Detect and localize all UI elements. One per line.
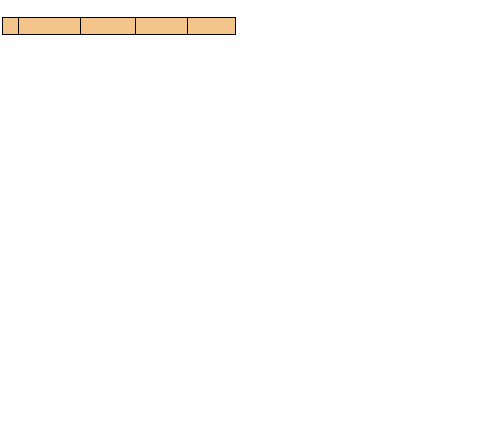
entries-table — [2, 17, 236, 35]
header-num — [3, 18, 19, 35]
header-dam — [136, 18, 188, 35]
entries-header-row — [3, 18, 236, 35]
header-sire — [81, 18, 136, 35]
header-damsire — [188, 18, 236, 35]
header-horse — [19, 18, 81, 35]
